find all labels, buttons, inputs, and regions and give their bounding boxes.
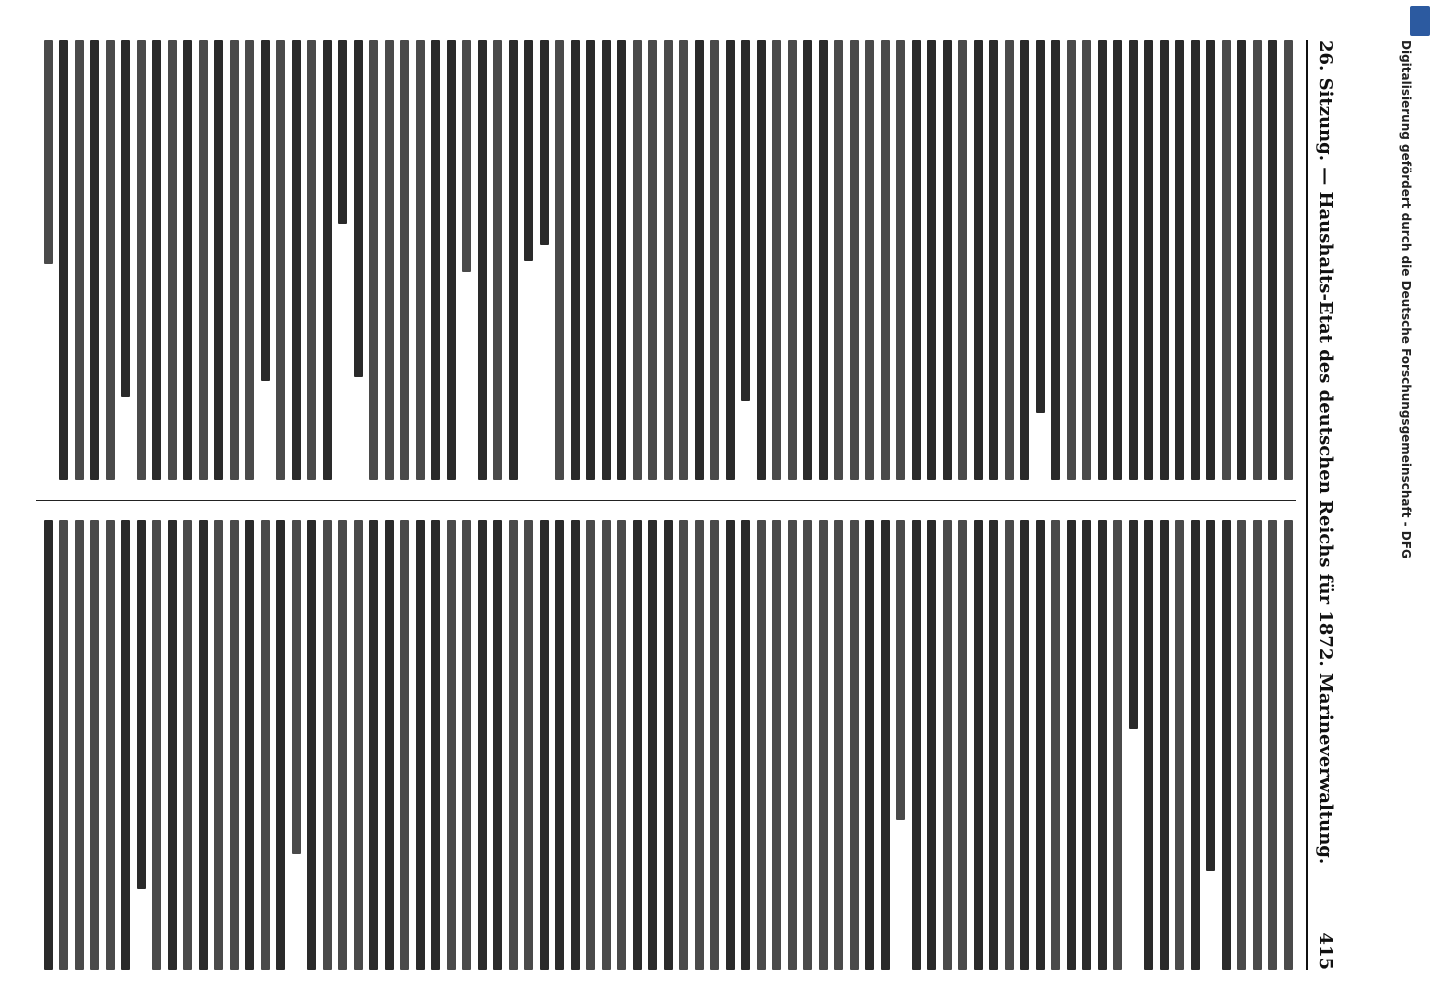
text-line [804,520,813,970]
text-line [1176,40,1185,480]
text-line [850,40,859,480]
text-line [819,40,828,480]
text-line [990,40,999,480]
text-line [1207,40,1216,480]
text-line [416,40,425,480]
text-line [773,520,782,970]
text-line [587,40,596,480]
text-line [1191,520,1200,970]
text-line [912,520,921,970]
text-line [1036,40,1045,413]
text-line [711,520,720,970]
text-line [1129,520,1138,729]
text-line [1238,520,1247,970]
text-line [1176,520,1185,970]
text-line [928,40,937,480]
text-line [370,520,379,970]
text-line [385,520,394,970]
text-line [1052,520,1061,970]
text-line [602,520,611,970]
text-line [1129,40,1138,480]
text-line [106,520,115,970]
text-line [680,40,689,480]
text-line [416,520,425,970]
text-line [974,520,983,970]
text-line [525,40,534,261]
text-line [835,520,844,970]
text-line [850,520,859,970]
text-line [1238,40,1247,480]
text-line [788,520,797,970]
text-line [494,40,503,480]
text-line [1253,40,1262,480]
text-line [215,520,224,970]
text-line [912,40,921,480]
text-line [370,40,379,480]
text-line [60,40,69,480]
text-line [897,520,906,820]
text-line [478,40,487,480]
text-line [556,40,565,480]
text-line [292,520,301,854]
text-line [246,520,255,970]
text-line [1036,520,1045,970]
text-line [137,520,146,889]
text-line [928,520,937,970]
text-line [1207,520,1216,871]
text-line [277,40,286,480]
text-line [261,40,270,381]
text-line [432,520,441,970]
text-line [308,520,317,970]
page-number: 415 [1315,932,1336,970]
text-line [323,40,332,480]
text-line [540,40,549,245]
text-line [835,40,844,480]
text-line [1253,520,1262,970]
text-line [773,40,782,480]
text-line [246,40,255,480]
running-title: 26. Sitzung. — Haushalts-Etat des deutschen Reichs für 1872. Marineverwaltung. [1315,40,1336,865]
text-line [153,520,162,970]
text-line [664,40,673,480]
page-header [1306,40,1342,970]
text-line [726,520,735,970]
text-line [91,40,100,480]
text-line [649,40,658,480]
text-line [230,40,239,480]
text-line [680,520,689,970]
text-line [881,520,890,970]
text-line [463,40,472,272]
text-line [230,520,239,970]
text-line [866,520,875,970]
text-line [556,520,565,970]
text-line [168,40,177,480]
text-line [959,520,968,970]
text-line [742,40,751,401]
text-line [788,40,797,480]
text-line [881,40,890,480]
text-line [1005,520,1014,970]
text-column-right [36,520,1296,970]
text-line [1114,40,1123,480]
text-line [509,40,518,480]
text-line [633,520,642,970]
text-line [757,520,766,970]
text-line [122,40,131,397]
text-line [1284,40,1293,480]
text-line [509,520,518,970]
text-line [1021,40,1030,480]
text-line [587,520,596,970]
text-line [1083,40,1092,480]
text-line [1145,40,1154,480]
text-line [385,40,394,480]
text-line [447,40,456,480]
text-line [199,520,208,970]
text-line [633,40,642,480]
text-line [199,40,208,480]
text-line [261,520,270,970]
text-line [401,520,410,970]
text-line [323,520,332,970]
text-line [695,520,704,970]
text-line [757,40,766,480]
text-line [75,520,84,970]
text-line [339,40,348,224]
text-line [664,520,673,970]
text-line [308,40,317,480]
text-line [44,520,53,970]
text-line [168,520,177,970]
text-line [1269,520,1278,970]
text-line [463,520,472,970]
text-line [354,40,363,377]
text-line [602,40,611,480]
text-line [494,520,503,970]
text-line [1021,520,1030,970]
text-line [1005,40,1014,480]
text-line [1222,520,1231,970]
text-line [106,40,115,480]
digitization-credit [1395,40,1415,680]
text-line [571,520,580,970]
text-line [184,40,193,480]
column-rule [36,500,1296,501]
text-line [1083,520,1092,970]
text-line [1098,40,1107,480]
text-line [1269,40,1278,480]
dfg-logo [1410,6,1430,36]
text-line [1160,40,1169,480]
text-line [897,40,906,480]
text-line [1114,520,1123,970]
text-line [618,520,627,970]
text-line [153,40,162,480]
text-line [711,40,720,480]
text-line [742,520,751,970]
text-line [1222,40,1231,480]
text-line [1067,520,1076,970]
text-line [1160,520,1169,970]
text-line [866,40,875,480]
text-column-left [36,40,1296,480]
text-line [1145,520,1154,970]
text-line [44,40,53,264]
text-line [726,40,735,480]
text-line [122,520,131,970]
text-line [137,40,146,480]
text-line [943,520,952,970]
text-line [959,40,968,480]
text-line [277,520,286,970]
text-line [819,520,828,970]
credit-text: Digitalisierung gefördert durch die Deutsche Forschungsgemeinschaft - DFG [1399,40,1413,559]
text-line [432,40,441,480]
text-line [91,520,100,970]
text-line [990,520,999,970]
text-line [339,520,348,970]
text-line [215,40,224,480]
text-line [401,40,410,480]
text-line [540,520,549,970]
text-line [618,40,627,480]
text-line [184,520,193,970]
text-line [804,40,813,480]
text-line [1067,40,1076,480]
text-line [525,520,534,970]
text-line [571,40,580,480]
text-line [649,520,658,970]
text-line [60,520,69,970]
text-line [695,40,704,480]
text-line [292,40,301,480]
text-line [354,520,363,970]
text-line [974,40,983,480]
text-line [1098,520,1107,970]
text-line [1052,40,1061,480]
text-line [447,520,456,970]
text-line [943,40,952,480]
text-line [478,520,487,970]
text-line [75,40,84,480]
text-line [1284,520,1293,970]
text-line [1191,40,1200,480]
